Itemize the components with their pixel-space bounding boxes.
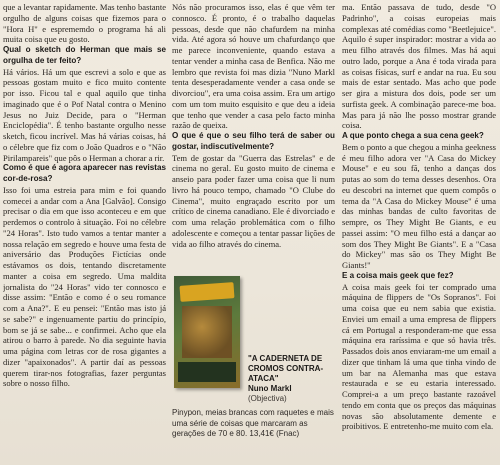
book-title: "A CADERNETA DE CROMOS CONTRA-ATACA" [248,354,324,383]
book-blurb: Pinypon, meias brancas com raquetes e mais uma série de coisas que marcaram as gerações de 70 e 80. 13,41€ (Fnac) [172,408,334,438]
interview-answer: ma. Então passava de tudo, desde "O Padrinho", a coisas europeias mais complexas até comédias como "Beetlejuice". Aquilo é super inspirador: mostrar a vida ao meu filho através dos filmes. Mas há aqui outro lado, porque a Ana é toda virada para as coisas físicas, surf e andar na rua. Eu sou mais de estar sentado. Mas acho que pode ser gira a mistura dos dois, pode ser um surfista geek. A combinação parece-me boa. Mas para já não lhe posso mostrar grande coisa. [342,2,496,131]
book-cover-title-band [180,282,235,302]
interview-answer: Bem o ponto a que chegou a minha geekness é meu filho adora ver "A Casa do Mickey Mouse" e eu sou fã, tenho a danças dos putas ao som do tema desses desenhos. Ora eu descobri na internet que quem compôs o tema da "A Casa do Mickey Mouse" é uma das minhas bandas de culto favoritas de sempre, os They Might Be Giants, e eu passei assim: "O meu filho está a dançar ao som dos They Might Be Giants". E a "Casa do Mickey" mas são os They Might Be Giants!" [342,141,496,270]
interview-question: Como é que é agora aparecer nas revistas cor-de-rosa? [3,163,166,183]
interview-question: Qual o sketch do Herman que mais se orgulha de ter feito? [3,45,166,65]
interview-answer: Isso foi uma estreia para mim e foi quando comecei a andar com a Ana [Galvão]. Consigo precisar o dia em que isso aconteceu e em que perdemos o controlo à situação. Foi no célebre "24 Horas". Isto tudo vamos a tentar manter a nossa relação em segredo e houve uma festa de aniversário das Produções Fictícias onde estávamos os dois, tentando discretamente manter a coisa em segredo. Uma maldita jornalista do "24 Horas" vido ter connosco e disse assim: "Então e como é o seu romance com a Ana?". E eu pensei: "Então mas isto já se sabe?" e ingenuamente partiu do princípio, bom se já se sabe... e confirmei. Acho que ela atirou o barro à parede. No dia seguinte havia uma página com letras cor de rosa gigantes a dizer "apaixonados". A partir daí as pessoas querem tirar-nos fotografias, fazer perguntas sobre o nosso filho. [3,184,166,389]
book-cover-footer [178,362,236,382]
interview-answer: Tem de gostar da "Guerra das Estrelas" e de cinema no geral. Eu gosto muito de cinema e anseio para poder fazer uma coisa que li num livro há pouco tempo, chamado "O Clube do Cinema", muito engraçado escrito por um crítico de cinema canadiano. Ele é divorciado e com uma relação problemática com o filho adolescente e começou a tentar passar lições de vida ao filho através do cinema. [172,152,335,249]
interview-answer: que a levantar rapidamente. Mas tenho bastante orgulho de alguns coisas que fizemos para o "Hora H" e esprememdo o programa há ali muita coisa que eu gosto. [3,2,166,45]
book-cover-image [174,276,240,388]
interview-question: A que ponto chega a sua cena geek? [342,131,484,140]
interview-answer: A coisa mais geek foi ter comprado uma máquina de flippers de "Os Sopranos". Foi uma coisa que eu nem sabia que existia. Enviei um email a uma empresa de flippers cá em Portugal a responderam-me que essa máquina era raríssima e que só havia três. Passados dois anos enviaram-me um email a dizer que tinham lá uma que tinha vindo de um bar na Alemanha mas que estava restaurada e se eu estaria interessado. Comprei-a a um preço bastante razoável tendo em conta que os preços das máquinas novas são absolutamente demente e proibitivos. E entretenho-me muito com ela. [342,281,496,432]
article-column-3 [342,2,496,465]
book-publisher: (Objectiva) [248,394,287,403]
book-caption [248,354,338,404]
interview-answer: Nós não procuramos isso, elas é que vêm ter connosco. É pronto, é o trabalho daquelas pessoas, desde que não chafurdem na minha vida. Até agora só houve um chafurdanço que me parece inconveniente, quando estava a tentar vender a minha casa de Benfica. Não me lembro que revista foi mas dizia "Nuno Markl tenta desesperadamente vender a casa onde se divorciou", era uma coisa assim. Era um artigo com um tom muito esquisito e que deu a ideia que tenho que vender a casa pelo facto minha razão de queixa. [172,2,335,131]
interview-question: O que é que o seu filho terá de saber ou gostar, indiscutivelmente? [172,131,335,151]
book-author: Nuno Markl [248,384,292,393]
article-column-2 [172,2,335,265]
interview-answer: Há vários. Há um que escrevi a solo e que as pessoas gostam muito e fico muito contente por isso. Ficou tal e qual aquilo que tinha imaginado que é o Pof Natal contra o Menino Jesus no Juiz Decide, para o "Herman Enciclopédia". É tenho bastante orgulho nesse sketch, ficou incrível. Mas há várias coisas, há o célebre que fiz com o João Quadros e o "Não Pirilampareis" que pôs o Herman a chorar a rir. [3,66,166,163]
article-column-1 [3,2,166,465]
interview-question: E a coisa mais geek que fez? [342,270,454,280]
book-cover-illustration [182,306,232,358]
